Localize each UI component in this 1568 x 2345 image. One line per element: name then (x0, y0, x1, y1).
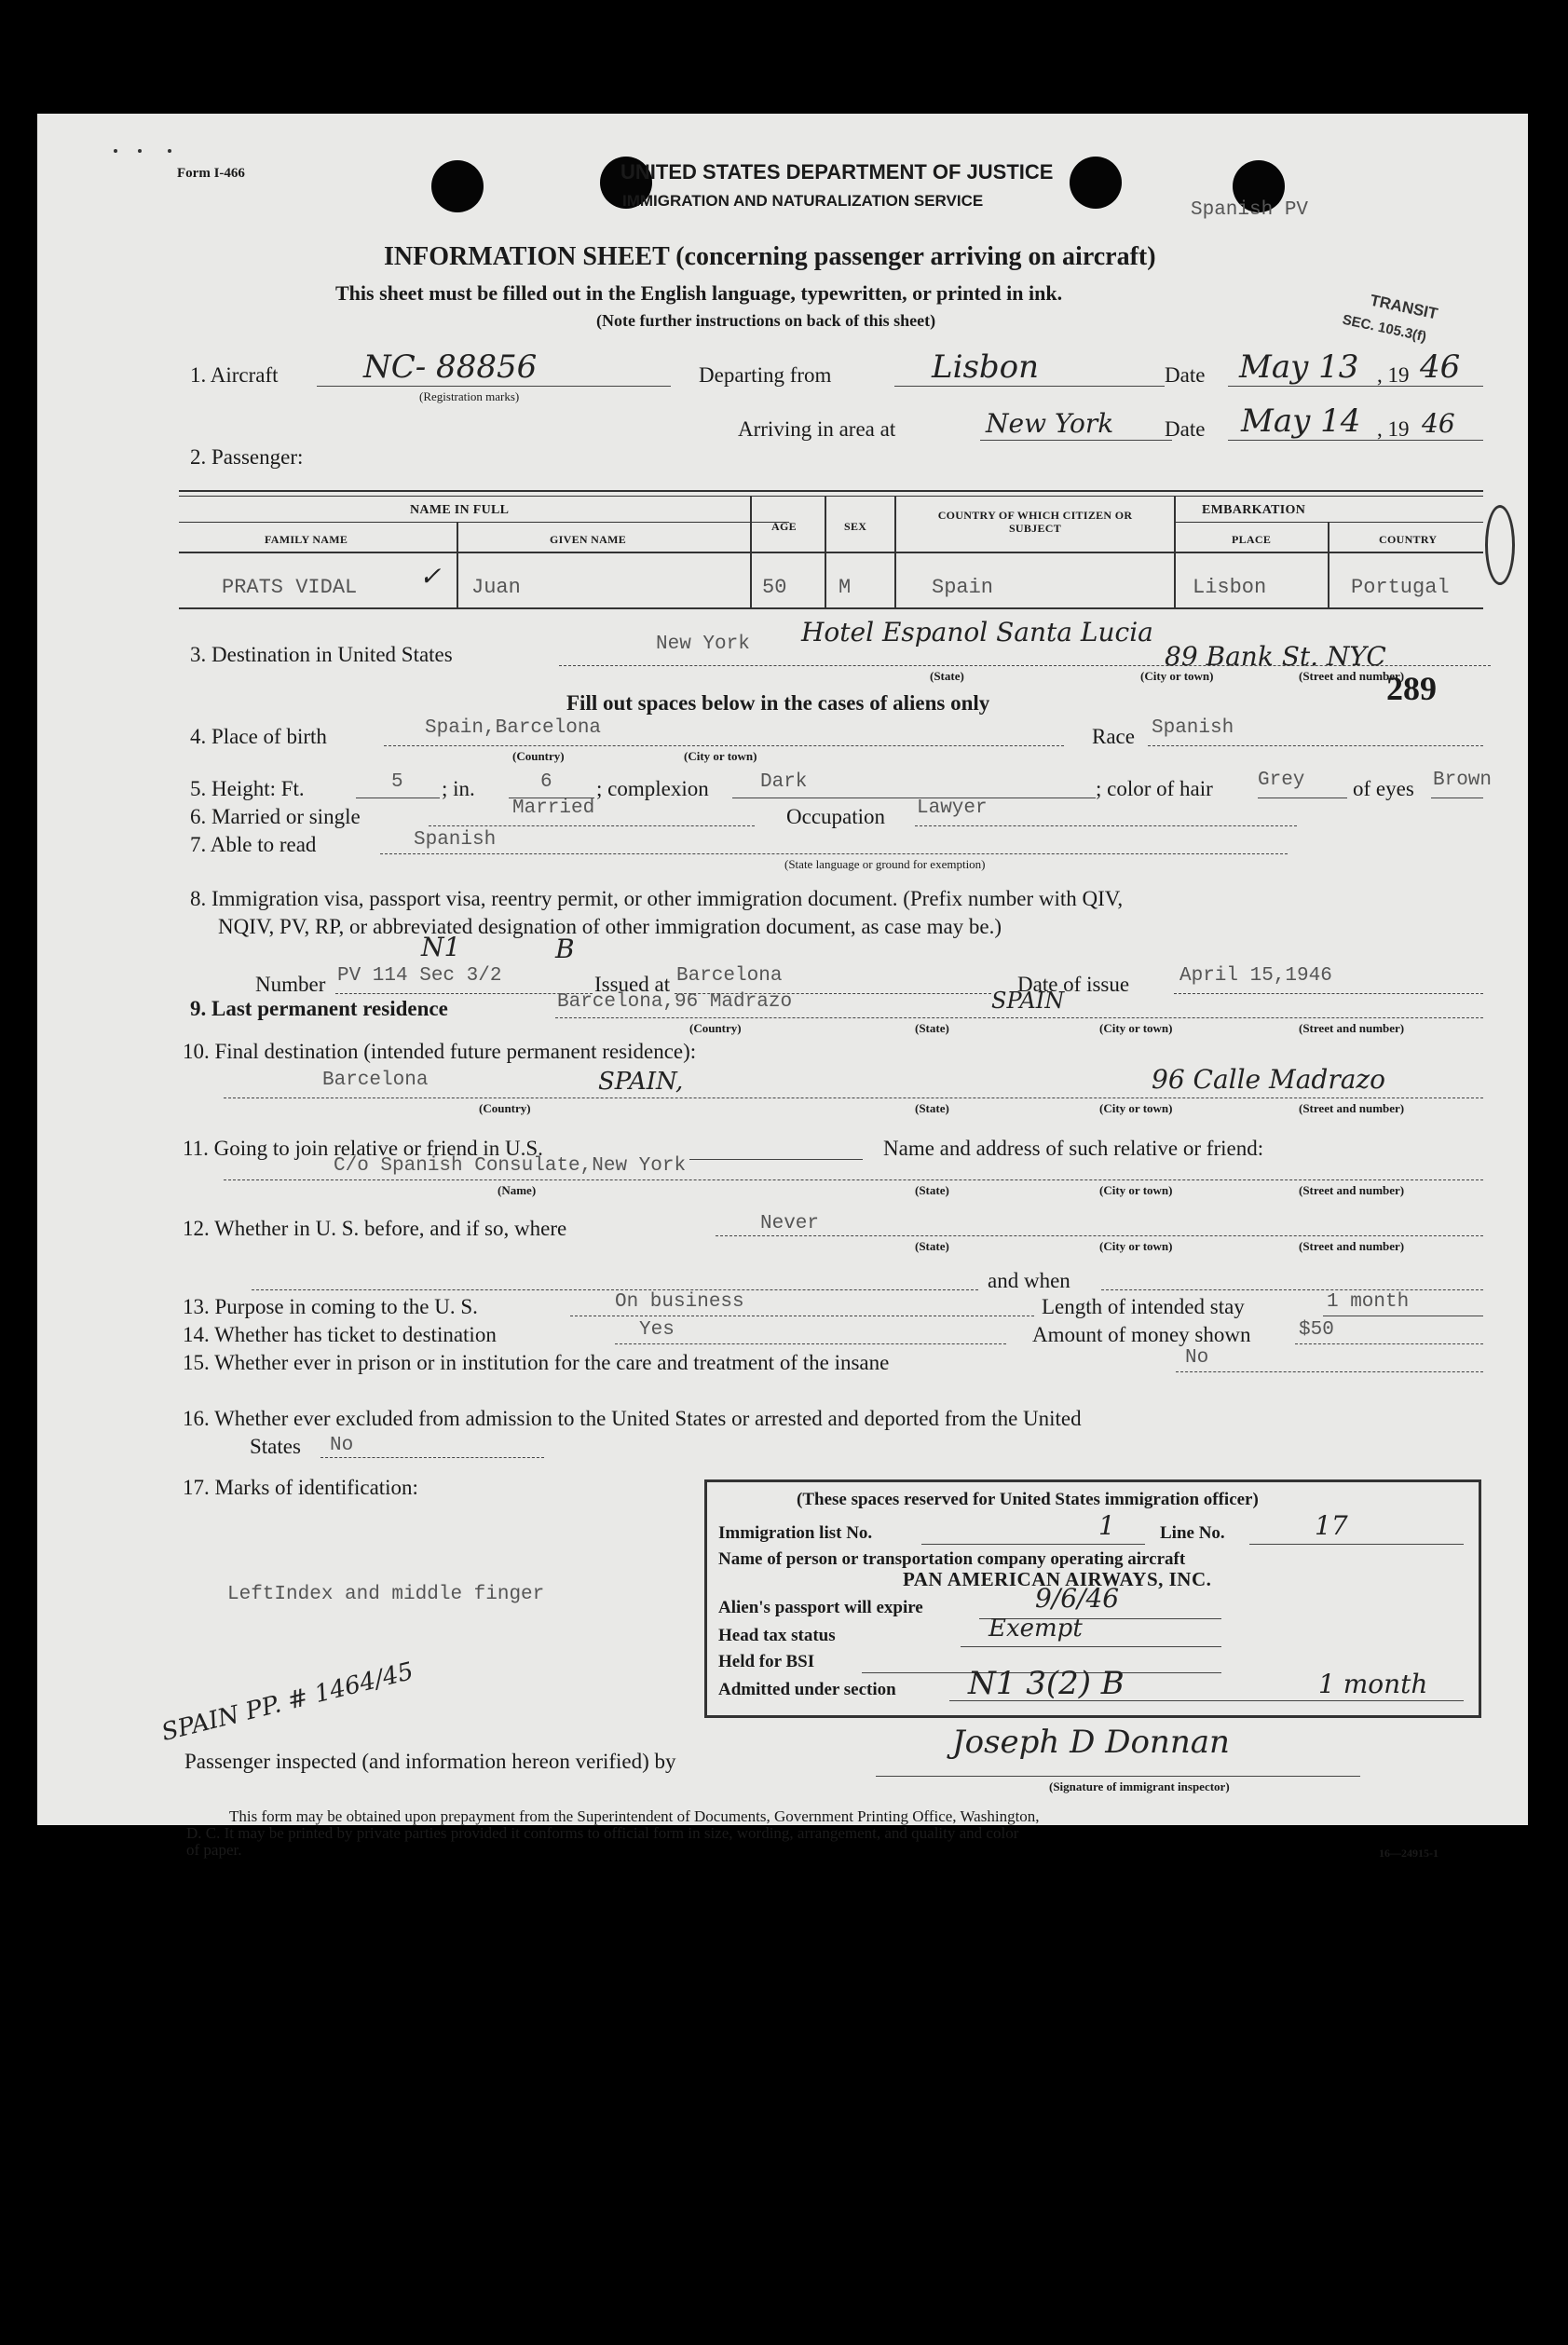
when-label: and when (988, 1269, 1070, 1292)
footer-line3: of paper. (186, 1841, 242, 1859)
money-value: $50 (1299, 1319, 1334, 1341)
table-divider (1328, 522, 1329, 607)
underline (555, 1017, 1483, 1018)
caption-street: (Street and number) (1299, 669, 1405, 683)
age-header: AGE (771, 520, 797, 533)
margin-mark (1485, 505, 1515, 585)
height-feet: 5 (391, 771, 403, 793)
issued-label: Issued at (594, 973, 671, 996)
section-term: 1 month (1318, 1669, 1428, 1699)
table-rule (179, 552, 1483, 553)
race-value: Spanish (1152, 717, 1234, 739)
inspector-signature: Joseph D Donnan (952, 1724, 1230, 1761)
list-number: 1 (1098, 1510, 1115, 1541)
q2-label: 2. Passenger: (190, 445, 304, 469)
section-label: Admitted under section (718, 1680, 896, 1699)
passport-annotation: SPAIN PP. # 1464/45 (158, 1656, 416, 1748)
punch-hole (1070, 157, 1122, 209)
inspected-label: Passenger inspected (and information hereon verified) by (184, 1750, 676, 1773)
departing-value: Lisbon (932, 348, 1040, 386)
caption-state: (State) (930, 669, 964, 683)
underline (915, 825, 1297, 826)
passport-expire-label: Alien's passport will expire (718, 1598, 923, 1617)
check-mark: ✓ (419, 561, 442, 592)
q7-label: 7. Able to read (190, 833, 317, 856)
purpose-value: On business (615, 1291, 744, 1313)
underline (615, 1343, 1006, 1344)
q8-annotation: N1 (421, 932, 461, 962)
date-label: Date (1165, 363, 1206, 387)
line-label: Line No. (1160, 1523, 1225, 1543)
date-label: Date (1165, 417, 1206, 441)
line-number: 17 (1315, 1510, 1348, 1541)
inches-label: ; in. (442, 777, 475, 800)
caption-name: (Name) (498, 1183, 537, 1197)
family-name: PRATS VIDAL (222, 576, 358, 599)
underline (961, 1646, 1221, 1647)
q6-label: 6. Married or single (190, 805, 361, 828)
caption-state: (State) (915, 1101, 949, 1115)
issue-date: April 15,1946 (1179, 965, 1332, 987)
stay-label: Length of intended stay (1042, 1295, 1245, 1318)
tax-value: Exempt (989, 1615, 1083, 1643)
bsi-label: Held for BSI (718, 1652, 815, 1671)
page-title: INFORMATION SHEET (concerning passenger arriving on aircraft) (384, 242, 1156, 271)
underline (224, 1179, 1483, 1180)
q5-label: 5. Height: Ft. (190, 777, 305, 800)
footer-line2: D. C. It may be printed by private parties provided it conforms to official form in size, wording, arrangement, and quality and color (186, 1824, 1019, 1842)
instruction-note: (Note further instructions on back of this sheet) (596, 311, 936, 330)
caption-country: (Country) (479, 1101, 531, 1115)
underline (1228, 386, 1483, 387)
given-name: Juan (471, 576, 521, 599)
year-prefix: , 19 (1377, 363, 1410, 387)
underline (1176, 1371, 1483, 1372)
previous-visit: Never (760, 1213, 820, 1234)
underline (1249, 1544, 1464, 1545)
relative-value: C/o Spanish Consulate,New York (334, 1155, 687, 1177)
depart-year: 46 (1420, 348, 1461, 386)
race-label: Race (1092, 725, 1135, 748)
q15-label: 15. Whether ever in prison or in institution for the care and treatment of the insane (183, 1351, 890, 1374)
table-divider (894, 496, 896, 607)
underline (320, 1457, 544, 1458)
marital-value: Married (512, 798, 595, 819)
underline (716, 1235, 1483, 1236)
prison-value: No (1185, 1347, 1209, 1369)
age-value: 50 (762, 576, 787, 599)
form-sheet (37, 114, 1528, 1860)
q10-label: 10. Final destination (intended future permanent residence): (183, 1040, 697, 1063)
caption-city: (City or town) (684, 749, 757, 763)
final-country: SPAIN, (598, 1068, 684, 1096)
hair-value: Grey (1258, 770, 1305, 791)
q4-label: 4. Place of birth (190, 725, 327, 748)
q13-label: 13. Purpose in coming to the U. S. (183, 1295, 478, 1318)
officer-heading: (These spaces reserved for United States immigration officer) (797, 1490, 1259, 1509)
caption-city: (City or town) (1099, 1101, 1173, 1115)
read-language: Spanish (414, 829, 497, 851)
name-header: NAME IN FULL (410, 503, 510, 517)
table-divider (457, 522, 458, 607)
citizen-value: Spain (932, 576, 994, 599)
table-divider (1174, 496, 1176, 607)
final-city: Barcelona (322, 1070, 429, 1091)
q16-label1: 16. Whether ever excluded from admission to the United States or arrested and deported from the United (183, 1407, 1082, 1430)
number-label: Number (255, 973, 326, 996)
embark-header: EMBARKATION (1202, 503, 1306, 517)
q8-annotation-b: B (555, 934, 575, 964)
footer-code: 16—24915-1 (1379, 1847, 1438, 1860)
depart-date: May 13 (1239, 348, 1359, 386)
underline (335, 993, 593, 994)
passport-expire-value: 9/6/46 (1035, 1583, 1120, 1614)
occupation-label: Occupation (786, 805, 886, 828)
transit-stamp: TRANSIT (1368, 291, 1439, 323)
speck (114, 149, 117, 153)
arrive-year: 46 (1422, 408, 1455, 439)
q11-label: 11. Going to join relative or friend in U.S. (183, 1137, 543, 1160)
q12-label: 12. Whether in U. S. before, and if so, where (183, 1217, 567, 1240)
final-street: 96 Calle Madrazo (1152, 1064, 1386, 1095)
underline (317, 386, 671, 387)
department-name: UNITED STATES DEPARTMENT OF JUSTICE (620, 160, 1054, 184)
underline (894, 386, 1165, 387)
caption-street: (Street and number) (1299, 1183, 1405, 1197)
caption-city: (City or town) (1099, 1021, 1173, 1035)
given-header: GIVEN NAME (550, 533, 627, 546)
place-header: PLACE (1232, 533, 1272, 546)
read-caption: (State language or ground for exemption) (784, 857, 986, 871)
embark-country-header: COUNTRY (1379, 533, 1438, 546)
birth-place: Spain,Barcelona (425, 717, 602, 739)
arrive-date: May 14 (1241, 402, 1361, 440)
citizen-header: COUNTRY OF WHICH CITIZEN OR SUBJECT (937, 509, 1133, 535)
height-inches: 6 (540, 771, 552, 793)
embark-place: Lisbon (1193, 576, 1267, 599)
q9-label: 9. Last permanent residence (190, 997, 448, 1020)
underline (1174, 993, 1483, 994)
footer-line1: This form may be obtained upon prepayment from the Superintendent of Documents, Government Printing Office, Washington, (229, 1807, 1040, 1825)
q14-label: 14. Whether has ticket to destination (183, 1323, 497, 1346)
relative-label: Name and address of such relative or friend: (883, 1137, 1264, 1160)
departing-label: Departing from (699, 363, 832, 387)
underline (1101, 1289, 1483, 1290)
arriving-value: New York (986, 408, 1114, 439)
carrier-label: Name of person or transportation company operating aircraft (718, 1549, 1186, 1569)
destination-hotel: Hotel Espanol Santa Lucia (801, 617, 1153, 648)
aircraft-value: NC- 88856 (363, 348, 538, 386)
table-rule (179, 496, 1483, 497)
sex-header: SEX (844, 520, 867, 533)
section-value: N1 3(2) B (968, 1665, 1125, 1702)
occupation-value: Lawyer (917, 798, 988, 819)
punch-hole (431, 160, 484, 212)
classification-stamp: Spanish PV (1191, 199, 1309, 221)
tax-label: Head tax status (718, 1626, 836, 1645)
destination-street: 89 Bank St. NYC (1165, 641, 1386, 672)
q3-label: 3. Destination in United States (190, 643, 453, 666)
speck (138, 149, 142, 153)
ticket-value: Yes (639, 1319, 675, 1341)
table-divider (750, 496, 752, 607)
caption-country: (Country) (512, 749, 565, 763)
instruction-line: This sheet must be filled out in the English language, typewritten, or printed in ink. (335, 281, 1063, 305)
table-divider (825, 496, 826, 607)
table-rule (179, 490, 1483, 492)
q8-text1: 8. Immigration visa, passport visa, reentry permit, or other immigration document. (Prefix number with QIV, (190, 887, 1124, 910)
registration-caption: (Registration marks) (419, 389, 520, 403)
caption-city: (City or town) (1099, 1239, 1173, 1253)
officer-box (704, 1479, 1481, 1718)
underline (429, 825, 755, 826)
excluded-value: No (330, 1435, 354, 1456)
eyes-label: of eyes (1353, 777, 1414, 800)
caption-city: (City or town) (1099, 1183, 1173, 1197)
stay-value: 1 month (1327, 1291, 1410, 1313)
document-number: PV 114 Sec 3/2 (337, 965, 502, 987)
arriving-label: Arriving in area at (738, 417, 896, 441)
q1-label: 1. Aircraft (190, 363, 279, 387)
residence-country: SPAIN (991, 988, 1065, 1014)
complexion-label: ; complexion (596, 777, 709, 800)
complexion-value: Dark (760, 771, 808, 793)
underline (1295, 1343, 1483, 1344)
caption-street: (Street and number) (1299, 1021, 1405, 1035)
table-rule (179, 522, 789, 523)
form-number: Form I-466 (177, 166, 245, 181)
underline (1148, 745, 1483, 746)
q17-label: 17. Marks of identification: (183, 1476, 418, 1499)
year-prefix: , 19 (1377, 417, 1410, 441)
caption-street: (Street and number) (1299, 1239, 1405, 1253)
table-rule (179, 607, 1483, 609)
underline (384, 745, 1064, 746)
list-label: Immigration list No. (718, 1523, 873, 1543)
caption-state: (State) (915, 1021, 949, 1035)
identification-marks: LeftIndex and middle finger (227, 1584, 545, 1605)
q8-text2: NQIV, PV, RP, or abbreviated designation of other immigration document, as case may be.) (218, 915, 1002, 938)
caption-city: (City or town) (1140, 669, 1214, 683)
family-header: FAMILY NAME (265, 533, 348, 546)
eyes-value: Brown (1433, 770, 1493, 791)
underline (380, 853, 1288, 854)
signature-caption: (Signature of immigrant inspector) (1049, 1779, 1230, 1793)
transit-section-stamp: SEC. 105.3(f) (1341, 311, 1428, 346)
sex-value: M (839, 576, 852, 599)
speck (168, 149, 171, 153)
hair-label: ; color of hair (1096, 777, 1213, 800)
residence-value: Barcelona,96 Madrazo (557, 991, 793, 1013)
underline (876, 1776, 1360, 1777)
embark-country: Portugal (1351, 576, 1450, 599)
underline (1228, 440, 1483, 441)
aliens-heading: Fill out spaces below in the cases of aliens only (566, 691, 990, 715)
underline (252, 1289, 978, 1290)
caption-country: (Country) (689, 1021, 742, 1035)
destination-state: New York (656, 634, 750, 655)
money-label: Amount of money shown (1032, 1323, 1251, 1346)
carrier-value: PAN AMERICAN AIRWAYS, INC. (903, 1568, 1212, 1590)
underline (980, 440, 1172, 441)
stamp-number: 289 (1386, 670, 1437, 707)
caption-state: (State) (915, 1239, 949, 1253)
q16-label2: States (250, 1435, 301, 1458)
underline (921, 1544, 1145, 1545)
underline (689, 1159, 863, 1160)
caption-state: (State) (915, 1183, 949, 1197)
caption-street: (Street and number) (1299, 1101, 1405, 1115)
service-name: IMMIGRATION AND NATURALIZATION SERVICE (622, 192, 984, 210)
issue-date-label: Date of issue (1017, 973, 1130, 996)
issued-value: Barcelona (676, 965, 783, 987)
